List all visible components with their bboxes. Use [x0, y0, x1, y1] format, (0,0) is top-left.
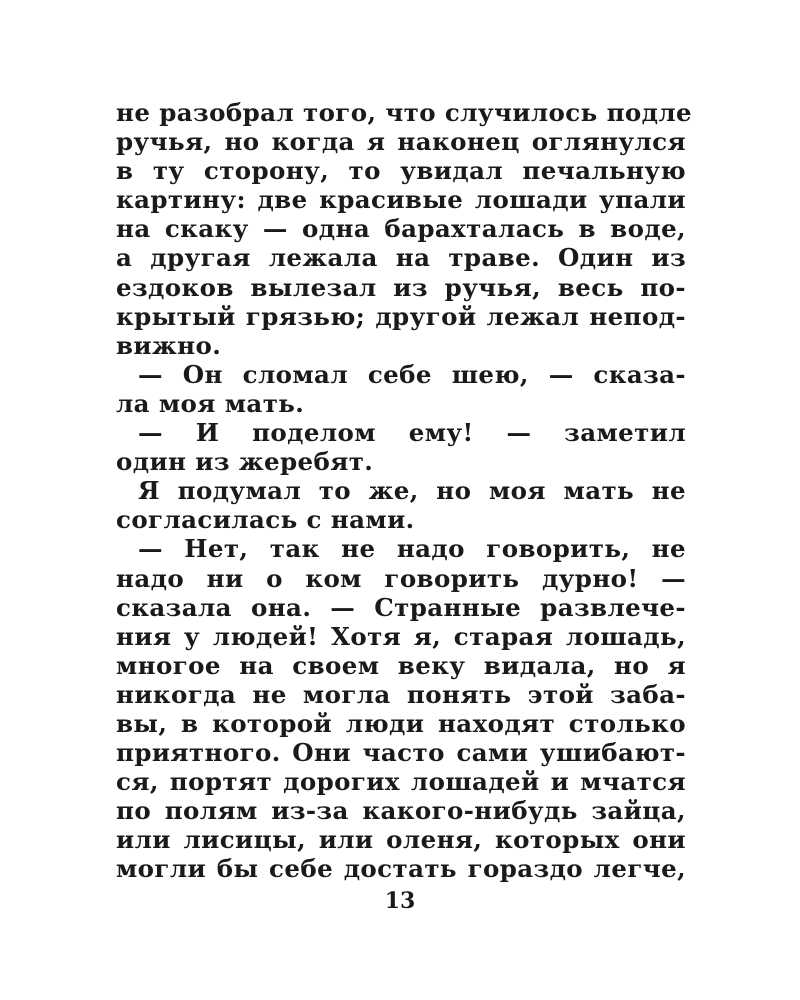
text-line: — Он сломал себе шею, — сказа-: [138, 359, 686, 389]
text-line: на скаку — одна барахталась в воде,: [116, 214, 686, 244]
text-line: вы, в которой люди находят столько: [116, 708, 686, 738]
text-line: сказала она. — Странные развлече-: [116, 592, 686, 622]
text-line: многое на своем веку видала, но я: [116, 650, 686, 680]
text-line: в ту сторону, то увидал печальную: [116, 156, 686, 186]
text-line: согласилась с нами.: [116, 505, 415, 535]
text-line: по полям из-за какого-нибудь зайца,: [116, 796, 686, 826]
text-line: ся, портят дорогих лошадей и мчатся: [116, 767, 686, 797]
text-line: не разобрал того, что случилось подле: [116, 98, 693, 127]
text-line: картину: две красивые лошади упали: [116, 185, 686, 215]
text-line: надо ни о ком говорить дурно! —: [116, 563, 686, 593]
text-line: никогда не могла понять этой заба-: [116, 679, 686, 709]
text-line: ездоков вылезал из ручья, весь по-: [116, 272, 686, 302]
page-number: 13: [384, 888, 416, 914]
text-line: или лисицы, или оленя, которых они: [116, 825, 686, 855]
text-line: — И поделом ему! — заметил: [138, 418, 686, 448]
text-line: могли бы себе достать гораздо легче,: [116, 854, 686, 884]
text-line: Я подумал то же, но моя мать не: [138, 476, 686, 506]
text-line: ла моя мать.: [116, 388, 305, 418]
text-line: приятного. Они часто сами ушибают-: [116, 738, 686, 768]
text-line: — Нет, так не надо говорить, не: [138, 534, 686, 564]
text-line: один из жеребят.: [116, 447, 374, 477]
text-line: а другая лежала на траве. Один из: [116, 243, 686, 273]
text-line: крытый грязью; другой лежал непод-: [116, 301, 686, 331]
text-line: ния у людей! Хотя я, старая лошадь,: [116, 621, 686, 651]
text-line: ручья, но когда я наконец оглянулся: [116, 127, 686, 157]
body-text: [116, 98, 693, 884]
text-line: вижно.: [116, 330, 222, 360]
